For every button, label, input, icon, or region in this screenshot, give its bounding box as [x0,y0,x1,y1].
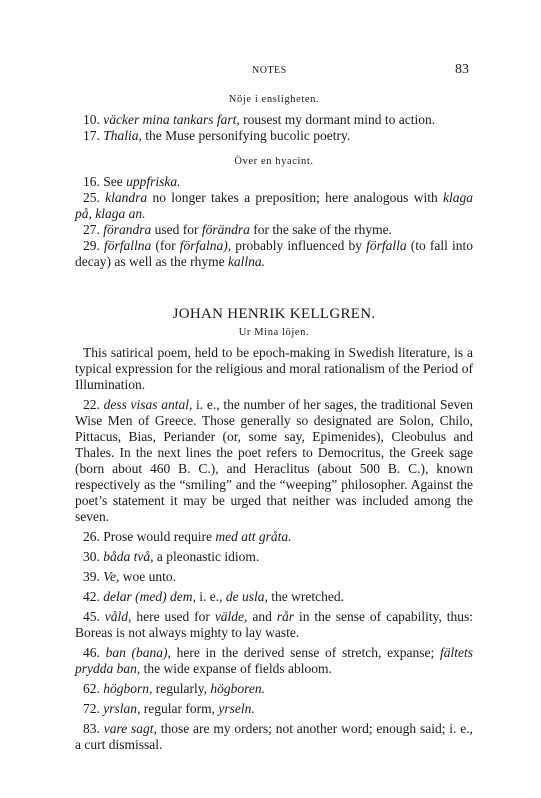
note-62: 62. högborn, regularly, högboren. [83,681,265,696]
note-17: 17. Thalia, the Muse personifying bucolic poetry. [83,128,351,143]
section-heading-noje: Nöje i ensligheten. [228,94,320,105]
note-72: 72. yrslan, regular form, yrseln. [83,701,255,716]
note-10: 10. väcker mina tankars fart, rousest my dormant mind to action. [83,112,436,127]
note-16: 16. See uppfriska. [83,174,181,189]
chapter-intro: This satirical poem, held to be epoch-making in Swedish literature, is a typical expression for the religious and moral rationalism of the Period of Illumination. [75,345,473,392]
note-45: 45. våld, here used for välde, and rår in the sense of capability, thus: Boreas is not always mighty to lay waste. [75,609,473,640]
note-83: 83. vare sagt, those are my orders; not another word; enough said; i. e., a curt dismissal. [75,721,473,752]
page-number: 83 [455,62,469,77]
chapter-subtitle: Ur Mina löjen. [238,327,310,338]
page-body [75,92,473,753]
note-27: 27. förandra used for förändra for the sake of the rhyme. [83,222,392,237]
running-head: NOTES [252,65,287,76]
chapter-title: JOHAN HENRIK KELLGREN. [172,306,376,322]
note-42: 42. delar (med) dem, i. e., de usla, the wretched. [83,589,344,604]
note-39: 39. Ve, woe unto. [83,569,176,584]
section-heading-hyacint: Över en hyacint. [234,156,314,167]
note-46: 46. ban (bana), here in the derived sense of stretch, expanse; fältets prydda ban, the wide expanse of fields abloom. [75,645,474,676]
note-25: 25. klandra no longer takes a preposition; here analogous with klaga på, klaga an. [75,190,473,221]
note-22: 22. dess visas antal, i. e., the number of her sages, the traditional Seven Wise Men of Greece. Those generally so designated are Solon, Chilo, Pittacus, Bias, Periander (or, some say, Epimenides), Cleobulus and Thales. In the next lines the poet refers to Democritus, the Greek sage (born about 460 B. C.), and Heraclitus (about 500 B. C.), known respectively as the “smiling” and the “weeping” philosopher. Against the poet’s statement it may be urged that neither was included among the seven. [75,397,473,524]
page-header [0,62,541,78]
note-29: 29. förfallna (for förfalna), probably influenced by förfalla (to fall into decay) as well as the rhyme kallna. [75,238,473,269]
note-30: 30. båda två, a pleonastic idiom. [83,549,260,564]
note-26: 26. Prose would require med att gråta. [83,529,292,544]
